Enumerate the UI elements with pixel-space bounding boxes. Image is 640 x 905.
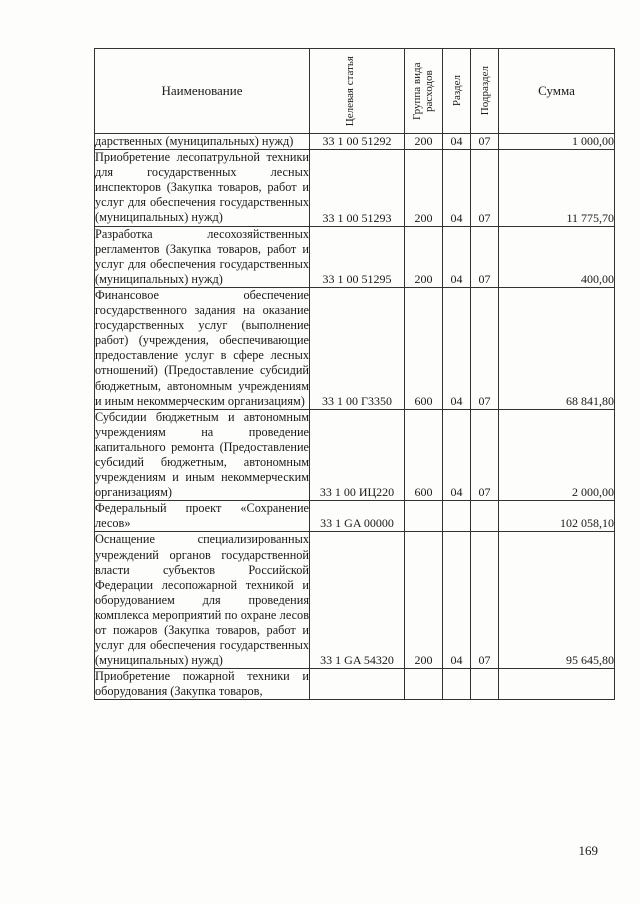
row-code (310, 669, 405, 700)
row-code: 33 1 00 51292 (310, 134, 405, 150)
row-section (443, 501, 471, 532)
row-subsection: 07 (471, 287, 499, 409)
row-group: 600 (405, 287, 443, 409)
row-subsection: 07 (471, 134, 499, 150)
row-name: Субсидии бюджетным и автономным учреждениям на проведение капитального ремонта (Предоставление субсидий бюджетным, автономным учреждениям и иным некоммерческим организациям) (95, 409, 309, 500)
row-group: 200 (405, 150, 443, 226)
row-subsection (471, 669, 499, 700)
table-row (95, 532, 615, 669)
row-subsection: 07 (471, 409, 499, 501)
row-amount: 1 000,00 (499, 134, 615, 150)
row-amount: 11 775,70 (499, 150, 615, 226)
row-group: 200 (405, 532, 443, 669)
header-section: Раздел (443, 49, 471, 134)
table-row (95, 150, 615, 226)
row-name: Приобретение лесопатрульной техники для государственных лесных инспекторов (Закупка товаров, работ и услуг для обеспечения государственных (муниципальных) нужд) (95, 150, 309, 225)
row-code: 33 1 GA 00000 (310, 501, 405, 532)
header-name: Наименование (95, 49, 310, 134)
row-amount: 102 058,10 (499, 501, 615, 532)
table-row (95, 287, 615, 409)
row-section (443, 669, 471, 700)
header-subsection: Подраздел (471, 49, 499, 134)
page-number: 169 (578, 843, 598, 858)
row-code: 33 1 00 51295 (310, 226, 405, 287)
table-row (95, 669, 615, 700)
row-section: 04 (443, 226, 471, 287)
header-target-article: Целевая статья (310, 49, 405, 134)
row-amount: 95 645,80 (499, 532, 615, 669)
row-name: Оснащение специализированных учреждений органов государственной власти субъектов Российской Федерации лесопожарной техникой и оборудованием для проведения комплекса мероприятий по охране лесов от пожаров (Закупка товаров, работ и услуг для обеспечения государственных (муниципальных) нужд) (95, 532, 309, 668)
table-row (95, 501, 615, 532)
row-section: 04 (443, 150, 471, 226)
budget-table (94, 48, 615, 700)
row-section: 04 (443, 532, 471, 669)
table-row (95, 134, 615, 150)
row-name: дарственных (муниципальных) нужд) (95, 134, 310, 150)
header-amount: Сумма (499, 49, 615, 134)
row-section: 04 (443, 134, 471, 150)
row-subsection (471, 501, 499, 532)
row-name: Разработка лесохозяйственных регламентов (Закупка товаров, работ и услуг для обеспечения государственных (муниципальных) нужд) (95, 226, 309, 286)
row-section: 04 (443, 409, 471, 501)
table-header-row (95, 49, 615, 134)
row-code: 33 1 00 51293 (310, 150, 405, 226)
row-group: 600 (405, 409, 443, 501)
row-amount: 400,00 (499, 226, 615, 287)
row-name: Федеральный проект «Сохранение лесов» (95, 501, 309, 531)
row-subsection: 07 (471, 150, 499, 226)
table-row (95, 226, 615, 287)
row-amount (499, 669, 615, 700)
row-amount: 68 841,80 (499, 287, 615, 409)
table-row (95, 409, 615, 501)
row-code: 33 1 00 ИЦ220 (310, 409, 405, 501)
row-code: 33 1 GA 54320 (310, 532, 405, 669)
row-amount: 2 000,00 (499, 409, 615, 501)
row-subsection: 07 (471, 532, 499, 669)
row-name: Приобретение пожарной техники и оборудования (Закупка товаров, (95, 669, 309, 699)
row-subsection: 07 (471, 226, 499, 287)
row-group (405, 501, 443, 532)
row-group (405, 669, 443, 700)
header-expense-group: Группа вида расходов (405, 49, 443, 134)
row-section: 04 (443, 287, 471, 409)
row-group: 200 (405, 134, 443, 150)
row-name: Финансовое обеспечение государственного задания на оказание государственных услуг (выполнение работ) (учреждения, обеспечивающие предоставление услуг в сфере лесных отношений) (Предоставление субсидий бюджетным, автономным учреждениям и иным некоммерческим организациям) (95, 287, 309, 408)
row-code: 33 1 00 Г3350 (310, 287, 405, 409)
row-group: 200 (405, 226, 443, 287)
